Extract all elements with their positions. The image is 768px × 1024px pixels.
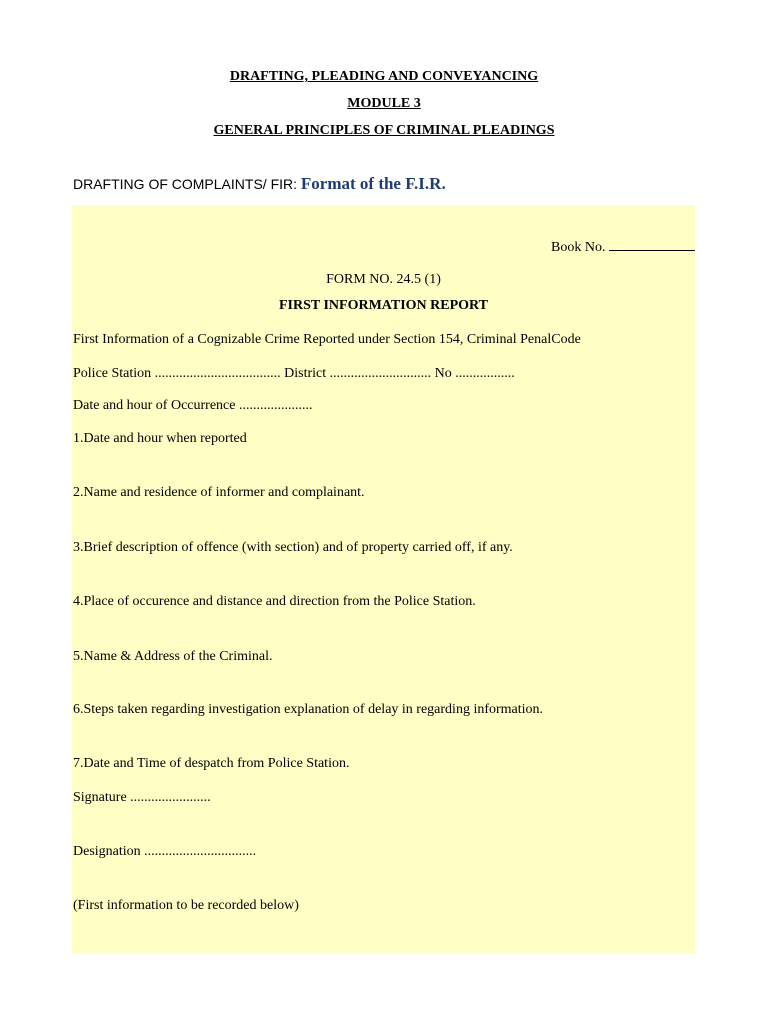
form-number: FORM NO. 24.5 (1) <box>326 272 441 287</box>
book-number <box>551 239 695 256</box>
intro-line <box>73 174 446 194</box>
info-line: First Information of a Cognizable Crime Reported under Section 154, Criminal PenalCode <box>73 332 581 347</box>
designation-line: Designation ................................ <box>73 844 257 859</box>
fir-form <box>72 205 695 954</box>
signature-line: Signature ....................... <box>73 790 211 805</box>
form-item-5: 5.Name & Address of the Criminal. <box>73 649 273 664</box>
document-title: DRAFTING, PLEADING AND CONVEYANCING <box>229 69 539 84</box>
form-item-6: 6.Steps taken regarding investigation explanation of delay in regarding information. <box>73 702 544 717</box>
form-title: FIRST INFORMATION REPORT <box>278 298 488 313</box>
form-item-3: 3.Brief description of offence (with section) and of property carried off, if any. <box>73 540 513 555</box>
form-item-1: 1.Date and hour when reported <box>73 431 247 446</box>
form-item-2: 2.Name and residence of informer and complainant. <box>73 485 365 500</box>
intro-highlight: Format of the F.I.R. <box>300 174 446 193</box>
book-number-blank <box>609 239 695 251</box>
police-station-line: Police Station .................................... District ............................. No ................. <box>73 366 515 381</box>
form-item-4: 4.Place of occurence and distance and direction from the Police Station. <box>73 594 476 609</box>
occurrence-line: Date and hour of Occurrence ..................... <box>73 398 313 413</box>
record-note: (First information to be recorded below) <box>73 898 299 913</box>
intro-prefix: DRAFTING OF COMPLAINTS/ FIR: <box>73 176 301 192</box>
module-heading: MODULE 3 <box>347 96 421 111</box>
document-subtitle: GENERAL PRINCIPLES OF CRIMINAL PLEADINGS <box>213 123 555 138</box>
book-number-label: Book No. <box>551 240 609 255</box>
form-item-7: 7.Date and Time of despatch from Police Station. <box>73 756 350 771</box>
